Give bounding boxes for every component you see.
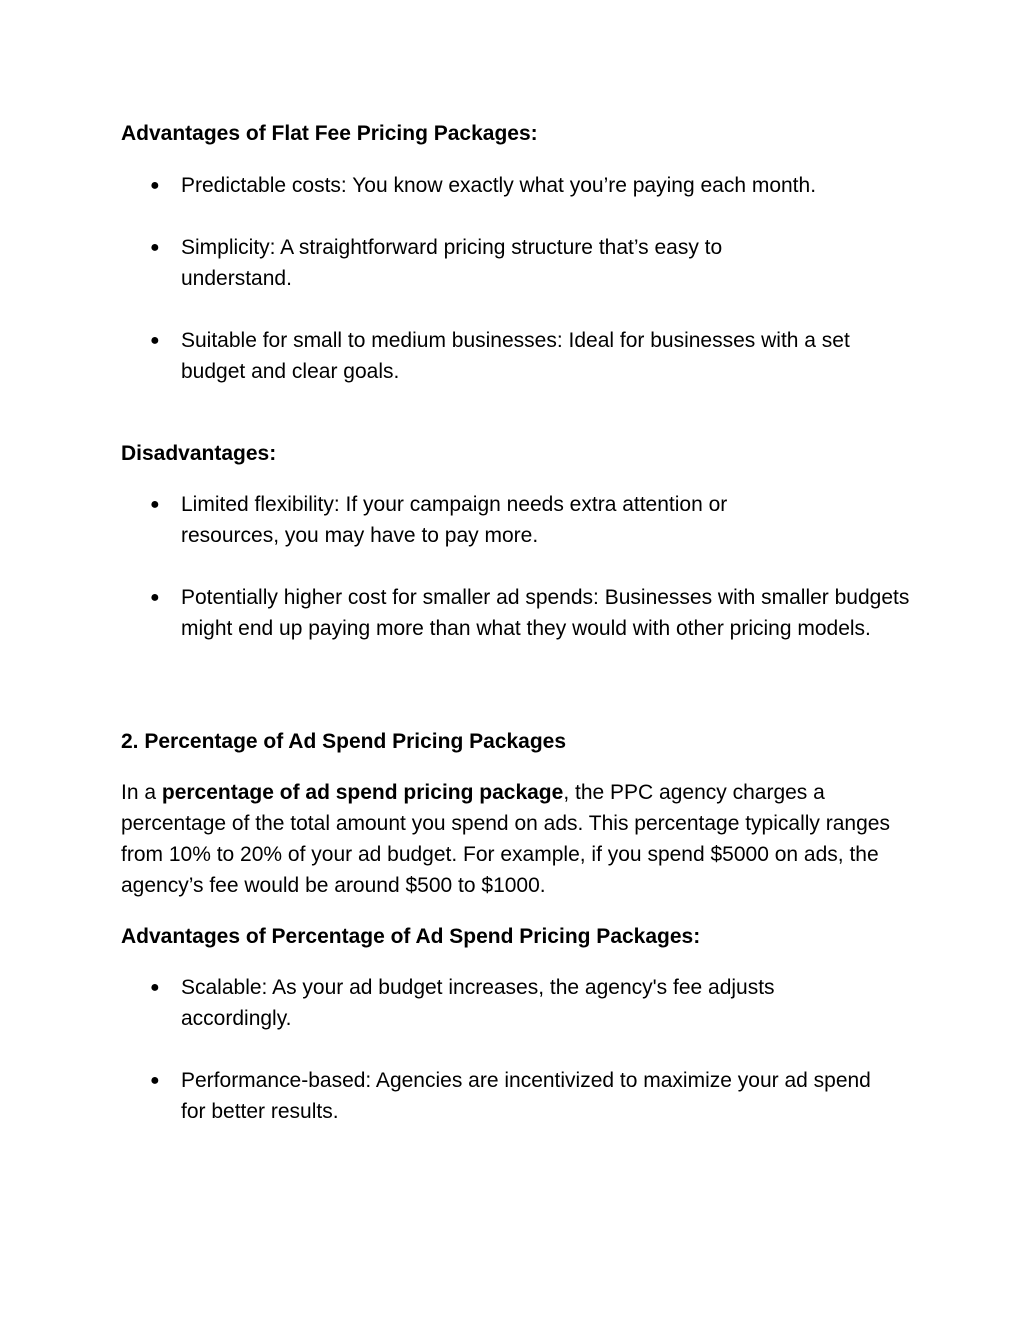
list-item xyxy=(150,489,930,551)
bullet-icon: ● xyxy=(150,496,160,513)
list-item-text: Limited flexibility: If your campaign needs extra attention or resources, you may have to pay more. xyxy=(181,493,728,547)
list-item xyxy=(150,170,930,201)
list-item-text: Suitable for small to medium businesses: Ideal for businesses with a set budget and clear goals. xyxy=(181,329,850,383)
list-item xyxy=(150,232,930,294)
list-item xyxy=(150,582,930,644)
bullet-icon: ● xyxy=(150,177,160,194)
disadvantages-heading: Disadvantages: xyxy=(121,442,277,465)
flat-fee-advantages-heading: Advantages of Flat Fee Pricing Packages: xyxy=(121,122,538,145)
list-item-text: Simplicity: A straightforward pricing structure that’s easy to understand. xyxy=(181,236,723,290)
intro-suffix: , the PPC agency charges a percentage of the total amount you spend on ads. This percentage typically ranges from 10% to 20% of your ad budget. For example, if you spend $5000 on ads, the agency’s fee would be around $500 to $1000. xyxy=(121,781,890,897)
bullet-icon: ● xyxy=(150,239,160,256)
intro-prefix: In a xyxy=(121,781,162,804)
bullet-icon: ● xyxy=(150,332,160,349)
percentage-advantages-heading: Advantages of Percentage of Ad Spend Pricing Packages: xyxy=(121,925,701,948)
list-item xyxy=(150,972,930,1034)
list-item-text: Performance-based: Agencies are incentivized to maximize your ad spend for better results. xyxy=(181,1069,871,1123)
bullet-icon: ● xyxy=(150,589,160,606)
list-item-text: Scalable: As your ad budget increases, the agency's fee adjusts accordingly. xyxy=(181,976,775,1030)
list-item xyxy=(150,1065,930,1127)
list-item-text: Potentially higher cost for smaller ad spends: Businesses with smaller budgets might end up paying more than what they would with other pricing models. xyxy=(181,586,910,640)
list-item-text: Predictable costs: You know exactly what you’re paying each month. xyxy=(181,174,817,197)
percentage-section-heading: 2. Percentage of Ad Spend Pricing Packages xyxy=(121,730,567,753)
bullet-icon: ● xyxy=(150,1072,160,1089)
list-item xyxy=(150,325,930,387)
intro-bold-term: percentage of ad spend pricing package xyxy=(161,781,564,804)
bullet-icon: ● xyxy=(150,979,160,996)
percentage-intro-paragraph xyxy=(121,777,896,901)
